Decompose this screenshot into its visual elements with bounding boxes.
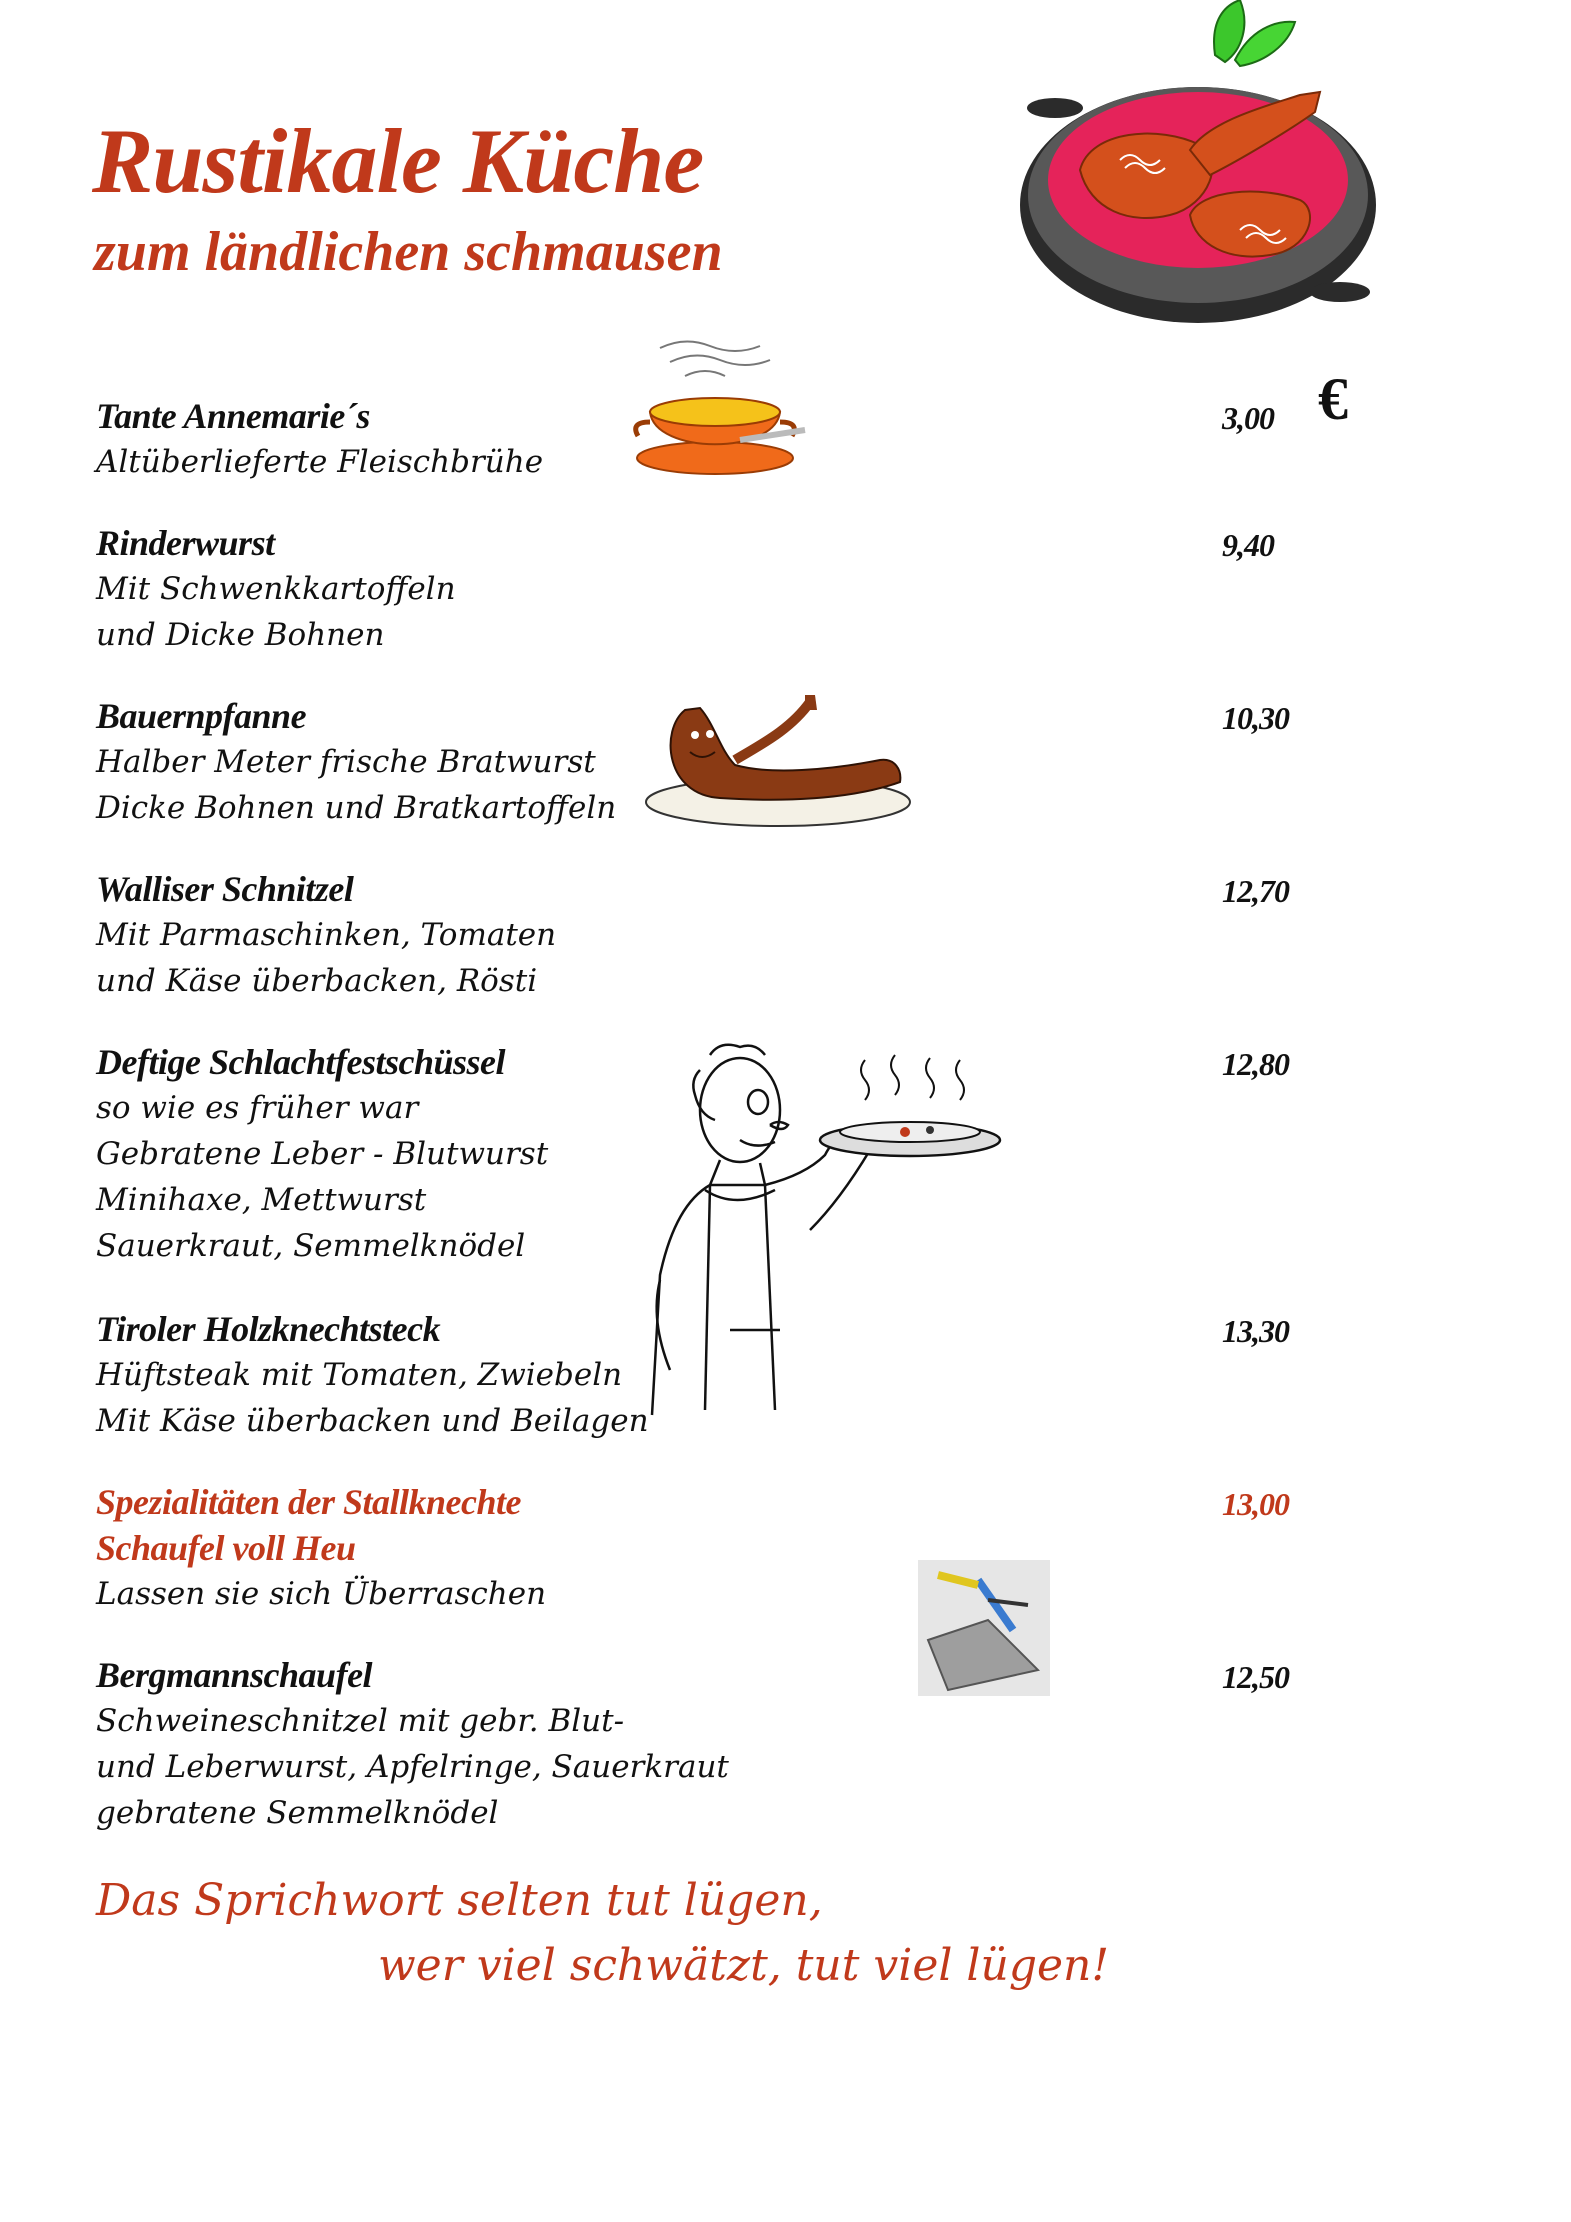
item-description-line: Mit Parmaschinken, Tomaten — [96, 917, 557, 953]
menu-item-schlachtfestschuessel — [96, 1039, 796, 1269]
item-description-line: Mit Schwenkkartoffeln — [96, 571, 456, 607]
item-description-line: Minihaxe, Mettwurst — [96, 1182, 427, 1218]
item-price: 12,70 — [1222, 873, 1289, 909]
item-description-line: Mit Käse überbacken und Beilagen — [96, 1403, 649, 1439]
menu-subtitle: zum ländlichen schmausen — [94, 221, 723, 283]
menu-item-bauernpfanne — [96, 693, 796, 831]
item-description-line: gebratene Semmelknödel — [96, 1795, 499, 1831]
item-description-line: und Dicke Bohnen — [96, 617, 385, 653]
item-name: Bergmannschaufel — [96, 1655, 373, 1695]
pan-chicken-illustration — [1010, 0, 1390, 330]
item-description-line: Sauerkraut, Semmelknödel — [96, 1228, 526, 1264]
item-price: 12,80 — [1222, 1046, 1289, 1082]
item-description-line: Dicke Bohnen und Bratkartoffeln — [96, 790, 617, 826]
item-name: Spezialitäten der Stallknechte — [96, 1482, 522, 1522]
menu-item-rinderwurst — [96, 520, 796, 658]
item-price: 10,30 — [1222, 700, 1289, 736]
shovel-illustration — [918, 1560, 1050, 1696]
item-description-line: und Leberwurst, Apfelringe, Sauerkraut — [96, 1749, 729, 1785]
menu-item-tante-annemarie — [96, 393, 796, 485]
item-name: Tiroler Holzknechtsteck — [96, 1309, 441, 1349]
item-name: Walliser Schnitzel — [96, 869, 354, 909]
item-description-line: Hüftsteak mit Tomaten, Zwiebeln — [96, 1357, 623, 1393]
menu-item-holzknechtsteck — [96, 1306, 796, 1444]
item-price: 9,40 — [1222, 527, 1274, 563]
menu-item-stallknechte — [96, 1479, 796, 1617]
item-name: Bauernpfanne — [96, 696, 307, 736]
item-price: 3,00 — [1222, 400, 1274, 436]
currency-symbol: € — [1318, 366, 1348, 432]
item-description-line: Altüberlieferte Fleischbrühe — [96, 444, 544, 480]
menu-item-walliser-schnitzel — [96, 866, 796, 1004]
menu-title: Rustikale Küche — [92, 110, 704, 212]
item-price: 13,00 — [1222, 1486, 1289, 1522]
saying-line-2: wer viel schwätzt, tut viel lügen! — [378, 1940, 1110, 1991]
item-price: 12,50 — [1222, 1659, 1289, 1695]
item-name-secondary: Schaufel voll Heu — [96, 1528, 356, 1568]
item-name: Deftige Schlachtfestschüssel — [96, 1042, 505, 1082]
item-description-line: Halber Meter frische Bratwurst — [96, 744, 596, 780]
item-description-line: Gebratene Leber - Blutwurst — [96, 1136, 549, 1172]
item-description-line: und Käse überbacken, Rösti — [96, 963, 538, 999]
item-description-line: Schweineschnitzel mit gebr. Blut- — [96, 1703, 625, 1739]
saying-line-1: Das Sprichwort selten tut lügen, — [96, 1875, 823, 1926]
item-price: 13,30 — [1222, 1313, 1289, 1349]
item-name: Tante Annemarie´s — [96, 396, 370, 436]
item-description-line: so wie es früher war — [96, 1090, 419, 1126]
menu-item-bergmannschaufel — [96, 1652, 796, 1836]
item-name: Rinderwurst — [96, 523, 275, 563]
item-description-line: Lassen sie sich Überraschen — [96, 1576, 547, 1612]
